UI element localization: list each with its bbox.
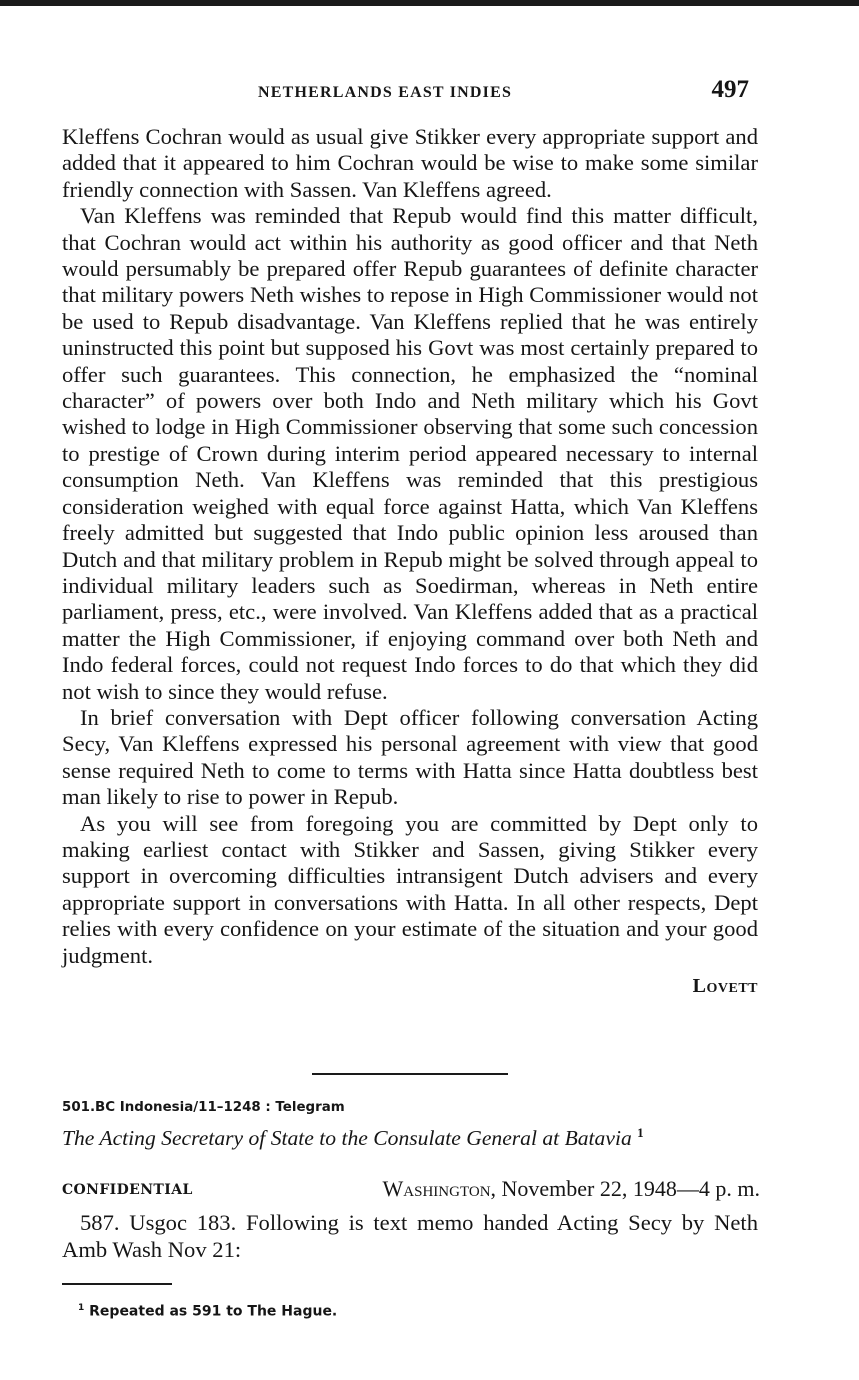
classification-label: CONFIDENTIAL — [62, 1182, 193, 1198]
footnote-marker: 1 — [637, 1125, 644, 1140]
file-reference: 501.BC Indonesia/11–1248 : Telegram — [62, 1100, 345, 1115]
paragraph: In brief conversation with Dept officer following conversation Acting Secy, Van Kleffens expressed his personal agreement with view that good sense required Neth to come to terms with Hatta since Hatta doubtless best man likely to rise to power in Repub. — [62, 704, 758, 810]
document-title-text: The Acting Secretary of State to the Consulate General at Batavia — [62, 1126, 632, 1151]
section-divider — [312, 1073, 508, 1075]
page-number: 497 — [711, 76, 749, 103]
footnote-text: Repeated as 591 to The Hague. — [89, 1303, 338, 1320]
document-meta — [62, 1176, 760, 1204]
signature: Lovett — [692, 975, 758, 997]
page-top-edge — [0, 0, 859, 6]
footnote-number: 1 — [78, 1303, 85, 1313]
dateline-place: Washington — [382, 1176, 491, 1201]
telegram-body — [62, 1209, 758, 1263]
paragraph-continued: Kleffens Cochran would as usual give Stikker every appropriate support and added that it appeared to him Cochran would be wise to make some similar friendly connection with Sassen. Van Kleffens agreed. — [62, 124, 758, 202]
running-head — [0, 76, 859, 110]
paragraph: 587. Usgoc 183. Following is text memo handed Acting Secy by Neth Amb Wash Nov 21: — [62, 1210, 758, 1262]
dateline — [383, 1176, 760, 1202]
body-text — [62, 124, 758, 999]
dateline-date: , November 22, 1948—4 p. m. — [490, 1176, 760, 1201]
paragraph: As you will see from foregoing you are committed by Dept only to making earliest contact with Stikker and Sassen, giving Stikker every support in overcoming difficulties intransigent Dutch advisers and every appropriate support in conversations with Hatta. In all other respects, Dept relies with every confidence on your estimate of the situation and your good judgment. — [62, 810, 758, 968]
footnote — [78, 1303, 337, 1320]
paragraph: Van Kleffens was reminded that Repub would find this matter difficult, that Cochran would act within his authority as good officer and that Neth would persumably be prepared offer Repub guarantees of definite character that military powers Neth wishes to repose in High Commissioner would not be used to Repub disadvantage. Van Kleffens replied that he was entirely uninstructed this point but supposed his Govt was most certainly prepared to offer such guarantees. This connection, he emphasized the “nominal character” of powers over both Indo and Neth military which his Govt wished to lodge in High Commissioner observing that some such concession to prestige of Crown during interim period appeared necessary to internal consumption Neth. Van Kleffens was reminded that this prestigious consideration weighed with equal force against Hatta, which Van Kleffens freely admitted but suggested that Indo public opinion less aroused than Dutch and that military problem in Repub might be solved through appeal to individual military leaders such as Soedirman, whereas in Neth entire parliament, press, etc., were involved. Van Kleffens added that as a practical matter the High Commissioner, if enjoying command over both Neth and Indo federal forces, could not request Indo forces to do that which they did not wish to since they would refuse. — [62, 203, 758, 704]
document-title — [62, 1125, 762, 1151]
running-title: NETHERLANDS EAST INDIES — [258, 84, 513, 101]
footnote-divider — [62, 1283, 172, 1285]
